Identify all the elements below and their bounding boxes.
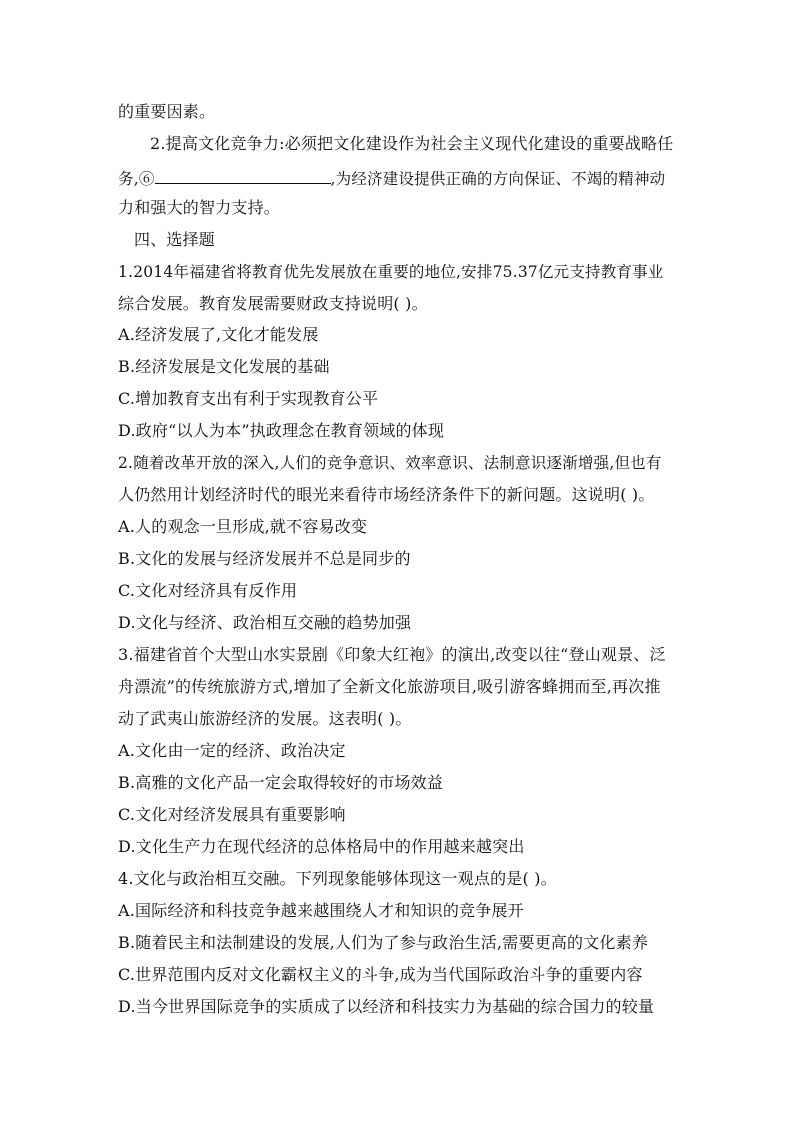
question-4-option-d: D.当今世界国际竞争的实质成了以经济和科技实力为基础的综合国力的较量 xyxy=(118,997,655,1016)
question-3-option-b: B.高雅的文化产品一定会取得较好的市场效益 xyxy=(118,773,444,792)
question-4-option-b: B.随着民主和法制建设的发展,人们为了参与政治生活,需要更高的文化素养 xyxy=(118,933,649,952)
question-4-option-a: A.国际经济和科技竞争越来越围绕人才和知识的竞争展开 xyxy=(118,901,524,920)
question-3-option-a: A.文化由一定的经济、政治决定 xyxy=(118,741,346,760)
question-3-stem-line-2: 舟漂流”的传统旅游方式,增加了全新文化旅游项目,吸引游客蜂拥而至,再次推 xyxy=(118,677,661,696)
question-3-option-d: D.文化生产力在现代经济的总体格局中的作用越来越突出 xyxy=(118,837,525,856)
section-title: 四、选择题 xyxy=(134,230,216,249)
question-2-stem-line-1: 2.随着改革开放的深入,人们的竞争意识、效率意识、法制意识逐渐增强,但也有 xyxy=(118,454,662,472)
paragraph-continuation: 的重要因素。 xyxy=(118,102,216,121)
point-2-line-2-suffix: ,为经济建设提供正确的方向保证、不竭的精神动 xyxy=(330,170,666,188)
question-1-stem-line-2: 综合发展。教育发展需要财政支持说明( )。 xyxy=(118,294,428,313)
point-2-line-3: 力和强大的智力支持。 xyxy=(118,198,281,217)
point-2-line-1: 2.提高文化竞争力:必须把文化建设作为社会主义现代化建设的重要战略任 xyxy=(150,134,674,153)
question-1-option-a: A.经济发展了,文化才能发展 xyxy=(118,325,319,344)
question-1-option-b: B.经济发展是文化发展的基础 xyxy=(118,357,330,376)
question-4-option-c: C.世界范围内反对文化霸权主义的斗争,成为当代国际政治斗争的重要内容 xyxy=(118,965,643,984)
question-3-option-c: C.文化对经济发展具有重要影响 xyxy=(118,805,346,824)
question-4-stem-line-1: 4.文化与政治相互交融。下列现象能够体现这一观点的是( )。 xyxy=(118,869,557,888)
question-2-option-d: D.文化与经济、政治相互交融的趋势加强 xyxy=(118,613,412,632)
question-2-option-b: B.文化的发展与经济发展并不总是同步的 xyxy=(118,549,411,568)
point-2-line-2 xyxy=(118,165,665,187)
question-3-stem-line-1: 3.福建省首个大型山水实景剧《印象大红袍》的演出,改变以往“登山观景、泛 xyxy=(118,645,666,664)
fill-in-blank-6[interactable] xyxy=(155,165,331,184)
question-1-stem-line-1: 1.2014年福建省将教育优先发展放在重要的地位,安排75.37亿元支持教育事业 xyxy=(118,263,664,281)
question-1-option-c: C.增加教育支出有利于实现教育公平 xyxy=(118,389,379,408)
question-1-option-d: D.政府“以人为本”执政理念在教育领域的体现 xyxy=(118,421,445,440)
question-2-stem-line-2: 人仍然用计划经济时代的眼光来看待市场经济条件下的新问题。这说明( )。 xyxy=(118,485,655,504)
point-2-line-2-prefix: 务,⑥ xyxy=(118,170,155,188)
question-3-stem-line-3: 动了武夷山旅游经济的发展。这表明( )。 xyxy=(118,709,412,728)
question-2-option-a: A.人的观念一旦形成,就不容易改变 xyxy=(118,517,368,536)
question-2-option-c: C.文化对经济具有反作用 xyxy=(118,581,298,600)
